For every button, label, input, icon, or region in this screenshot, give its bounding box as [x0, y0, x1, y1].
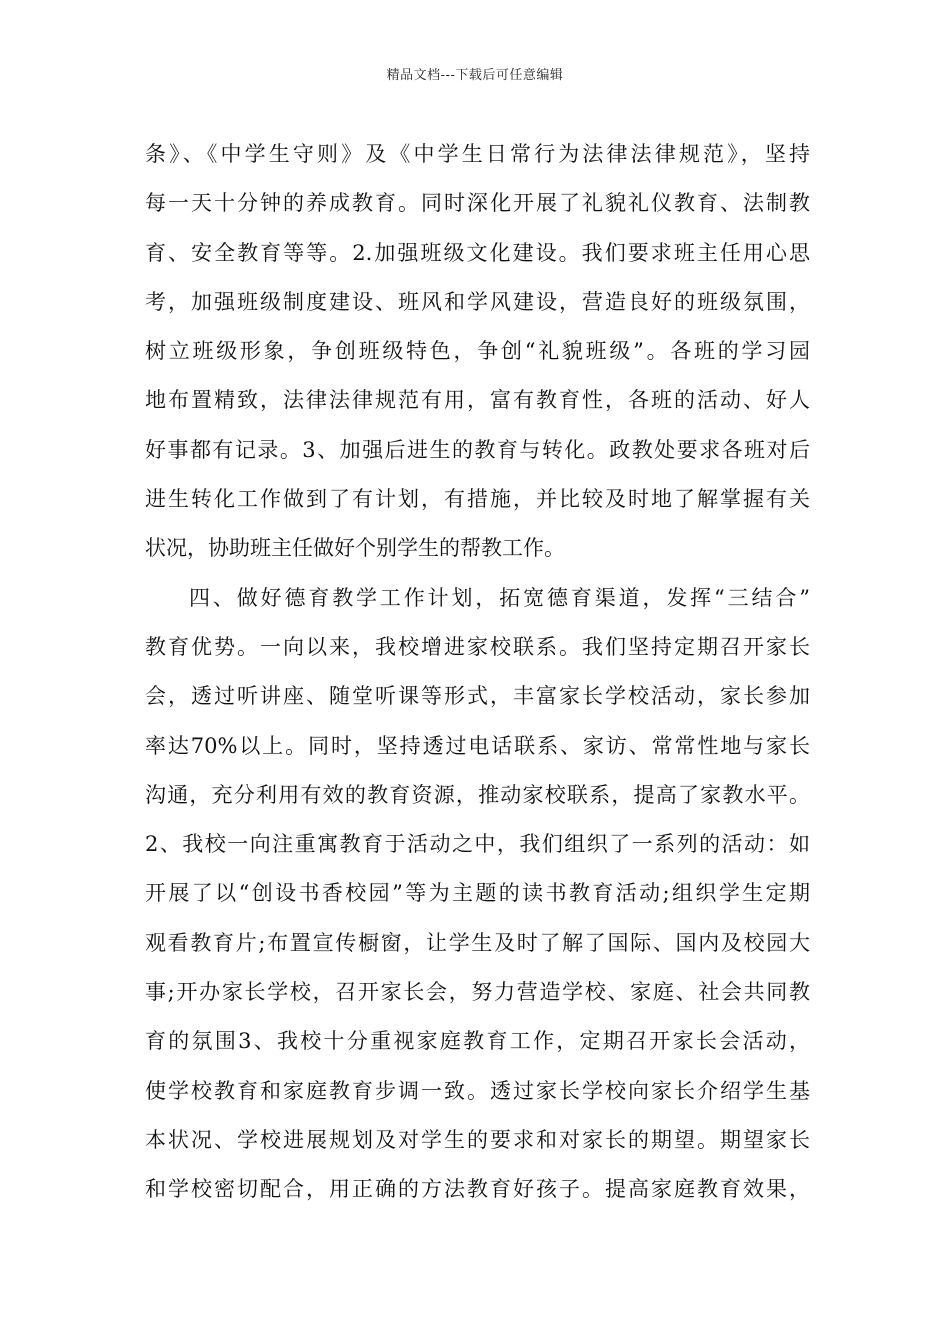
text-line: 2、我校一向注重寓教育于活动之中，我们组织了一系列的活动：如 [145, 832, 810, 857]
text-line: 育、安全教育等等。2.加强班级文化建设。我们要求班主任用心思 [145, 240, 810, 265]
text-line: 会，透过听讲座、随堂听课等形式，丰富家长学校活动，家长参加 [145, 684, 810, 709]
text-line: 率达70%以上。同时，坚持透过电话联系、家访、常常性地与家长 [145, 733, 810, 758]
text-line: 观看教育片;布置宣传橱窗，让学生及时了解了国际、国内及校园大 [145, 930, 810, 955]
page-header: 精品文档---下载后可任意编辑 [386, 68, 564, 83]
text-line: 教育优势。一向以来，我校增进家校联系。我们坚持定期召开家长 [145, 634, 810, 659]
text-line: 事;开办家长学校，召开家长会，努力营造学校、家庭、社会共同教 [145, 980, 810, 1005]
text-line: 开展了以“创设书香校园”等为主题的读书教育活动;组织学生定期 [145, 881, 810, 906]
body-text [145, 130, 810, 1215]
text-line: 条》、《中学生守则》及《中学生日常行为法律法律规范》，坚持 [145, 142, 810, 166]
text-line: 好事都有记录。3、加强后进生的教育与转化。政教处要求各班对后 [145, 437, 810, 462]
text-line: 树立班级形象，争创班级特色，争创“礼貌班级”。各班的学习园 [145, 339, 810, 364]
text-line: 进生转化工作做到了有计划，有措施，并比较及时地了解掌握有关 [145, 487, 810, 512]
text-line: 使学校教育和家庭教育步调一致。透过家长学校向家长介绍学生基 [145, 1078, 810, 1103]
text-line: 每一天十分钟的养成教育。同时深化开展了礼貌礼仪教育、法制教 [145, 191, 810, 216]
text-line: 四、做好德育教学工作计划，拓宽德育渠道，发挥“三结合” [189, 585, 810, 610]
text-line: 地布置精致，法律法律规范有用，富有教育性，各班的活动、好人 [145, 388, 810, 413]
text-line: 育的氛围3、我校十分重视家庭教育工作，定期召开家长会活动， [145, 1029, 810, 1054]
text-line: 本状况、学校进展规划及对学生的要求和对家长的期望。期望家长 [145, 1127, 810, 1152]
text-line: 沟通，充分利用有效的教育资源，推动家校联系，提高了家教水平。 [145, 782, 810, 807]
text-line: 考，加强班级制度建设、班风和学风建设，营造良好的班级氛围， [145, 289, 810, 314]
text-line: 状况，协助班主任做好个别学生的帮教工作。 [145, 536, 565, 561]
text-line: 和学校密切配合，用正确的方法教育好孩子。提高家庭教育效果， [145, 1177, 810, 1202]
